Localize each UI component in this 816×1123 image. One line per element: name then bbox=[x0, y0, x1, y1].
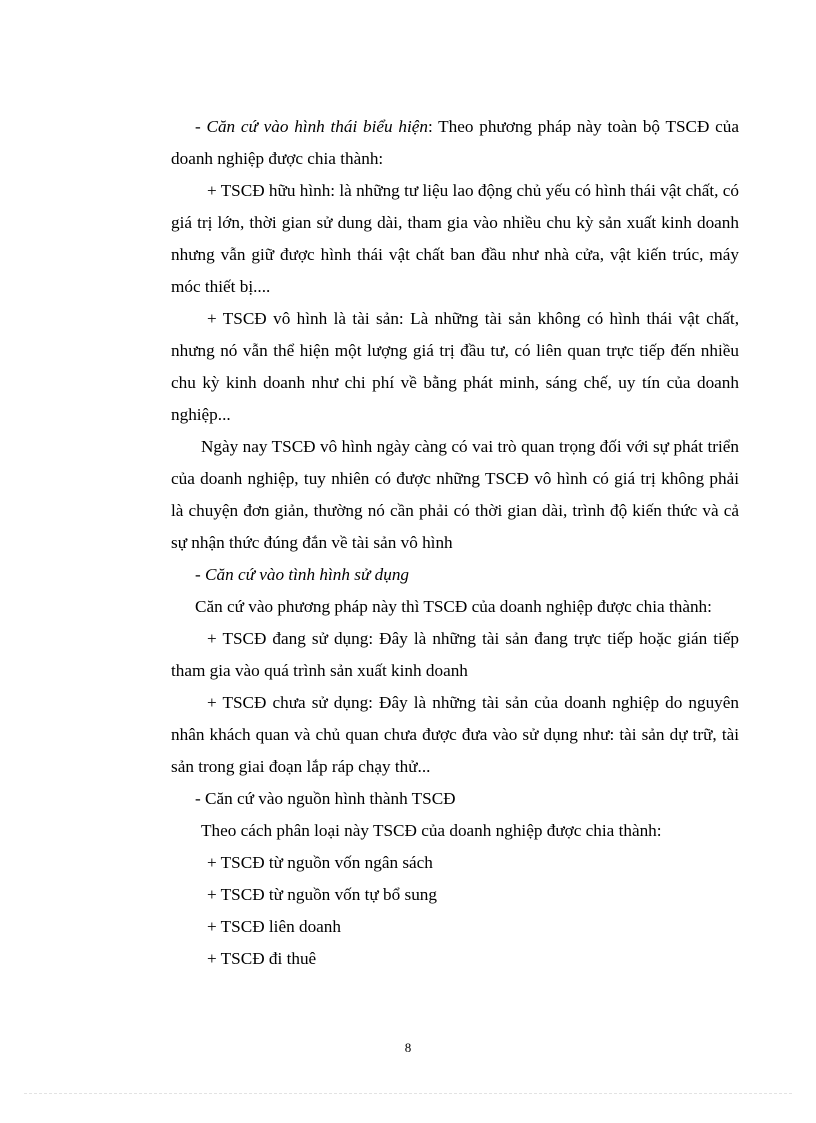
paragraph-intangible-assets: + TSCĐ vô hình là tài sản: Là những tài sản không có hình thái vật chất, nhưng nó vẫn thể hiện một lượng giá trị đầu tư, có liên quan trực tiếp đến nhiều chu kỳ kinh doanh như chi phí về bằng phát minh, sáng chế, uy tín của doanh nghiệp... bbox=[171, 309, 739, 424]
heading-classification-by-source: - Căn cứ vào nguồn hình thành TSCĐ bbox=[195, 789, 456, 808]
paragraph-intangible-importance: Ngày nay TSCĐ vô hình ngày càng có vai trò quan trọng đối với sự phát triển của doanh nghiệp, tuy nhiên có được những TSCĐ vô hình có giá trị không phải là chuyện đơn giản, thường nó cần phải có thời gian dài, trình độ kiến thức và cả sự nhận thức đúng đắn về tài sản vô hình bbox=[171, 437, 739, 552]
paragraph-assets-in-use: + TSCĐ đang sử dụng: Đây là những tài sản đang trực tiếp hoặc gián tiếp tham gia vào quá trình sản xuất kinh doanh bbox=[171, 629, 739, 680]
page-bottom-divider bbox=[24, 1093, 792, 1094]
paragraph-classification-by-form bbox=[171, 111, 739, 175]
list-item: + TSCĐ đi thuê bbox=[207, 949, 317, 968]
list-item: + TSCĐ liên doanh bbox=[207, 917, 341, 936]
page-body bbox=[171, 111, 739, 975]
paragraph-usage-intro: Căn cứ vào phương pháp này thì TSCĐ của doanh nghiệp được chia thành: bbox=[195, 597, 712, 616]
italic-heading-by-usage: - Căn cứ vào tình hình sử dụng bbox=[195, 565, 410, 584]
list-item: + TSCĐ từ nguồn vốn tự bổ sung bbox=[207, 885, 437, 904]
italic-heading-by-form: - Căn cứ vào hình thái biểu hiện bbox=[195, 117, 428, 136]
heading-classification-by-usage bbox=[171, 559, 739, 591]
list-item: + TSCĐ từ nguồn vốn ngân sách bbox=[207, 853, 433, 872]
paragraph-text: : Theo phương pháp này toàn bộ TSCĐ của doanh nghiệp được chia thành: bbox=[171, 117, 739, 168]
paragraph-assets-not-in-use: + TSCĐ chưa sử dụng: Đây là những tài sản của doanh nghiệp do nguyên nhân khách quan và chủ quan chưa được đưa vào sử dụng như: tài sản dự trữ, tài sản trong giai đoạn lắp ráp chạy thử... bbox=[171, 693, 739, 776]
page-number: 8 bbox=[404, 1040, 412, 1055]
paragraph-source-intro: Theo cách phân loại này TSCĐ của doanh nghiệp được chia thành: bbox=[201, 821, 662, 840]
paragraph-tangible-assets: + TSCĐ hữu hình: là những tư liệu lao động chủ yếu có hình thái vật chất, có giá trị lớn, thời gian sử dung dài, tham gia vào nhiều chu kỳ sản xuất kinh doanh nhưng vẫn giữ được hình thái vật chất ban đầu như nhà cửa, vật kiến trúc, máy móc thiết bị.... bbox=[171, 181, 739, 296]
